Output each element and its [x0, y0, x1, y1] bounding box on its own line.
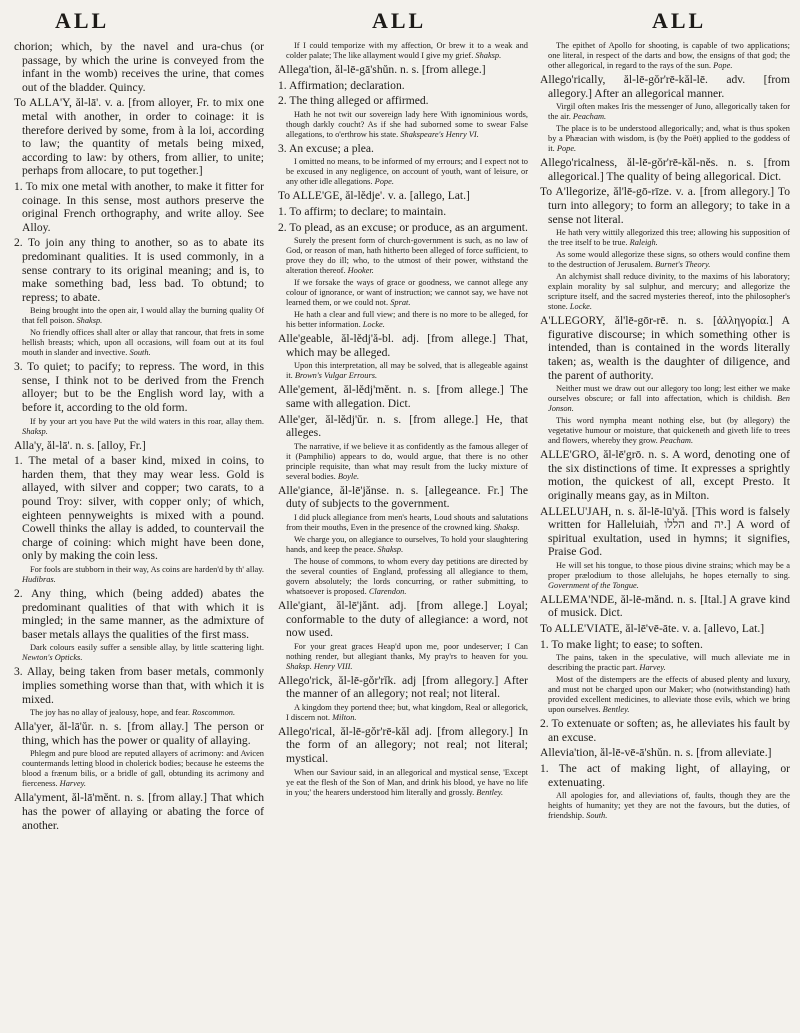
- quote-source: Shaksp.: [377, 544, 404, 554]
- dictionary-entry: 1. To affirm; to declare; to maintain.: [278, 204, 447, 218]
- quote-source: Pope.: [556, 144, 577, 154]
- citation-quote: [286, 310, 528, 330]
- quote-text: Virgil often makes Iris the messenger of Juno, allegorically taken for the air.: [548, 102, 790, 122]
- citation-quote: [22, 328, 264, 358]
- dictionary-entry: 3. To quiet; to pacify; to repress. The word, in this sense, I think not to be derived from the French alloyer; but to be the English word lay, with a before it, according to the old form.: [14, 360, 264, 415]
- quote-text: The place is to be understood allegorically; and, what is thus spoken by a Phæacian with wisdom, is (by the Poët) applied to the goddess of it.: [548, 124, 790, 154]
- dictionary-entry: 1. Affirmation; declaration.: [278, 78, 405, 92]
- quote-source: Ben Jonson.: [548, 394, 790, 414]
- quote-text: The house of commons, to whom every day petitions are directed by the several counties of England, professing all allegiance to them, govern absolutely; the lords concurring, or rather submitting, to whatsoever is proposed.: [286, 556, 528, 596]
- dictionary-entry: Allego'rical, ăl-lē-gŏr'rē-kăl adj. [from allegory.] In the form of an allegory; not real; not literal; mystical.: [278, 724, 528, 766]
- dictionary-entry: 1. The act of making light, of allaying, or extenuating.: [540, 762, 790, 789]
- dictionary-entry: Allega'tion, ăl-lē-gā'shŭn. n. s. [from allege.]: [278, 63, 486, 76]
- dictionary-entry: Alla'y, ăl-lā'. n. s. [alloy, Fr.]: [14, 438, 146, 452]
- dictionary-entry: Allevia'tion, ăl-lē-vē-ā'shŭn. n. s. [from alleviate.]: [540, 746, 772, 760]
- dictionary-entry: 1. The metal of a baser kind, mixed in coins, to harden them, that they may wear less. Gold is allayed, with silver and copper; two carats, to a pound Troy: silver, with copper only; of which, eighteen pennyweights is mixed with a pound. Cowell thinks the allay is added, to countervail the charge of coining: which might have been done, only by making the coin less.: [14, 454, 264, 563]
- dictionary-entry: Alle'ger, ăl-lĕdj'ŭr. n. s. [from allege.] He, that alleges.: [278, 412, 528, 440]
- dictionary-entry: To ALLE'GE, ăl-lĕdje'. v. a. [allego, Lat.]: [278, 189, 470, 203]
- citation-quote: [548, 272, 790, 312]
- quote-text: No friendly offices shall alter or allay that rancour, that frets in some hellish breasts; which, upon all occasions, will foam out at its foul mouth in slander and invective.: [22, 328, 264, 358]
- citation-quote: [286, 642, 528, 672]
- quote-text: We charge you, on allegiance to ourselves, To hold your slaughtering hands, and keep the peace.: [286, 534, 528, 554]
- quote-text: I omitted no means, to be informed of my errours; and I expect not to be excused in any negligence, on account of youth, want of leisure, or any other idle allegations.: [286, 157, 528, 187]
- quote-source: Boyle.: [337, 471, 360, 481]
- quote-source: Shaksp.: [76, 316, 103, 326]
- quote-source: Burnet's Theory.: [655, 260, 711, 270]
- citation-quote: [548, 102, 790, 122]
- quote-source: South.: [586, 811, 608, 821]
- dictionary-entry: 2. Any thing, which (being added) abates the predominant qualities of that with which it is mingled; in the same manner, as the admixture of baser metals allays the qualities of the first mass.: [14, 587, 264, 641]
- dictionary-entry: ALLE'GRO, ăl-lē'grō. n. s. A word, denoting one of the six distinctions of time. It expresses a sprightly motion, the quickest of all, except Presto. It originally means gay, as in Milton.: [540, 448, 790, 502]
- citation-quote: [22, 643, 264, 663]
- quote-source: Raleigh.: [629, 238, 658, 248]
- dictionary-entry: chorion; which, by the navel and ura-chus (or passage, by which the urine is conveyed from the infant in the womb) receives the urine, that comes out of the bladder. Quincy.: [14, 40, 264, 94]
- quote-text: If by your art you have Put the wild waters in this roar, allay them.: [30, 416, 264, 426]
- dictionary-entry: Alle'giant, ăl-lē'jănt. adj. [from allege.] Loyal; conformable to the duty of allegiance: a word, not now used.: [278, 598, 528, 640]
- quote-source: Peacham.: [659, 436, 694, 446]
- quote-text: An alchymist shall reduce divinity, to the maxims of his laboratory; explain morality by sal sulphur, and mercury; and allegorize the scripture itself, and the sacred mysteries thereof, into the philosopher's stone.: [548, 272, 790, 312]
- quote-text: Hath he not twit our sovereign lady here With ignominious words, though darkly coucht? As if she had suborned some to swear False allegations, to o'erthrow his state.: [286, 109, 528, 139]
- citation-quote: [286, 535, 528, 555]
- citation-quote: [548, 228, 790, 248]
- running-head-right: ALL: [652, 8, 707, 33]
- quote-text: Dark colours easily suffer a sensible allay, by little scattering light.: [30, 643, 264, 653]
- dictionary-entry: Allego'rick, ăl-lē-gŏr'rĭk. adj [from allegory.] After the manner of an allegory; not real; not literal.: [278, 673, 528, 701]
- quote-text: If I could temporize with my affection, Or brew it to a weak and colder palate; The like allayment would I give my grief.: [286, 41, 528, 60]
- citation-quote: [286, 41, 528, 61]
- citation-quote: [286, 110, 528, 140]
- citation-quote: [548, 791, 790, 821]
- citation-quote: [286, 703, 528, 723]
- quote-source: Harvey.: [59, 779, 86, 789]
- dictionary-entry: Alla'yer, ăl-lā'ŭr. n. s. [from allay.] The person or thing, which has the power or quality of allaying.: [14, 720, 264, 747]
- quote-source: Bentley.: [602, 705, 630, 715]
- citation-quote: [548, 561, 790, 591]
- quote-text: The epithet of Apollo for shooting, is capable of two applications; one literal, in respect of the darts and bow, the ensigns of that god; the other allegorical, in regard to the rays of the sun.: [548, 41, 790, 70]
- dictionary-entry: 2. To plead, as an excuse; or produce, as an argument.: [278, 220, 528, 234]
- quote-source: Shaksp. Henry VIII.: [286, 661, 353, 671]
- citation-quote: [286, 768, 528, 798]
- quote-text: I did pluck allegiance from men's hearts, Loud shouts and salutations from their mouths, Even in the presence of the crowned king.: [286, 512, 528, 532]
- quote-source: Sprat.: [390, 298, 411, 308]
- quote-source: Brown's Vulgar Errours.: [294, 371, 378, 381]
- quote-source: Newton's Opticks.: [22, 653, 83, 663]
- quote-text: He hath a clear and full view; and there is no more to be alleged, for his better information.: [286, 310, 528, 330]
- quote-source: Hudibras.: [22, 575, 56, 584]
- citation-quote: [548, 384, 790, 414]
- dictionary-entry: 3. An excuse; a plea.: [278, 141, 374, 155]
- citation-quote: [286, 236, 528, 276]
- quote-source: South.: [129, 348, 151, 358]
- quote-text: For your great graces Heap'd upon me, poor undeserver; I Can nothing render, but allegiant thanks, My pray'rs to heaven for you.: [286, 641, 528, 661]
- quote-source: Pope.: [374, 177, 394, 187]
- quote-text: If we forsake the ways of grace or goodness, we cannot allege any colour of ignorance, or want of instruction; we cannot say, we have not learned them, or we could not.: [286, 278, 528, 308]
- quote-source: Roscommon.: [192, 708, 236, 718]
- quote-text: When our Saviour said, in an allegorical and mystical sense, 'Except ye eat the flesh of the Son of Man, and drink his blood, ye have no life in you;' the hearers understood him literally and grossly.: [286, 767, 528, 797]
- quote-source: Clarendon.: [368, 586, 407, 596]
- quote-text: He will set his tongue, to those pious divine strains; which may be a proper prælodium to those allelujahs, he hopes eternally to sing.: [548, 560, 790, 580]
- dictionary-entry: Alle'gement, ăl-lĕdj'mĕnt. n. s. [from allege.] The same with allegation. Dict.: [278, 383, 528, 410]
- dictionary-entry: 2. To join any thing to another, so as to abate its predominant qualities. It is used commonly, in a sense contrary to its original meaning; and is, to make something bad, less bad. To obtund; to repress; to abate.: [14, 236, 264, 304]
- citation-quote: [548, 675, 790, 715]
- dictionary-entry: A'LLEGORY, ăl'lē-gōr-rē. n. s. [ἀλληγορία.] A figurative discourse; in which something other is intended, than is contained in the words literally taken; as, wealth is the daughter of diligence, and the parent of authority.: [540, 314, 790, 382]
- dictionary-entry: Alla'yment, ăl-lā'mĕnt. n. s. [from allay.] That which has the power of allaying or abating the force of another.: [14, 791, 264, 832]
- citation-quote: [548, 653, 790, 673]
- citation-quote: [548, 41, 790, 71]
- quote-text: This word nympha meant nothing else, but (by allegory) the vegetative humour or moisture, that quickeneth and giveth life to trees and flowers, whereby they grow.: [548, 416, 790, 446]
- quote-text: The joy has no allay of jealousy, hope, and fear.: [30, 708, 193, 718]
- quote-text: All apologies for, and alleviations of, faults, though they are the heights of humanity; yet they are not the favours, but the duties, of friendship.: [548, 791, 790, 821]
- quote-source: Shaksp.: [493, 522, 520, 532]
- quote-source: Locke.: [362, 320, 385, 330]
- citation-quote: [548, 416, 790, 446]
- quote-text: Phlegm and pure blood are reputed allayers of acrimony: and Avicen countermands letting blood in cholerick bodies; because he esteems the blood a frænum bilis, or a bridle of gall, obtunding its acrimony and fierceness.: [22, 749, 264, 789]
- quote-source: Shaksp.: [22, 426, 48, 436]
- quote-text: The narrative, if we believe it as confidently as the famous alleger of it (Pamphilio) appears to do, would argue, that there is no other principle requisite, than what may result from the lucky mixture of several bodies.: [286, 441, 528, 481]
- quote-text: Most of the distempers are the effects of abused plenty and luxury, and must not be charged upon our Maker; who (notwithstanding) hath provided excellent medicines, to alleviate those evils, which we bring upon ourselves.: [548, 675, 790, 715]
- dictionary-entry: To ALLE'VIATE, ăl-lē'vē-āte. v. a. [allevo, Lat.]: [540, 622, 765, 636]
- quote-text: Neither must we draw out our allegory too long; lest either we make ourselves obscure; or fall into affectation, which is childish.: [548, 384, 790, 404]
- quote-source: Hooker.: [347, 266, 374, 276]
- quote-text: Being brought into the open air, I would allay the burning quality Of that fell poison.: [22, 306, 264, 326]
- column-1: [14, 40, 264, 1025]
- citation-quote: [286, 442, 528, 482]
- citation-quote: [22, 306, 264, 326]
- citation-quote: [286, 557, 528, 597]
- quote-text: Surely the present form of church-government is such, as no law of God, or reason of man, hath hitherto been alleged of force sufficient, to prove they do ill; who, to the utmost of their power, withstand the alteration thereof.: [286, 236, 528, 276]
- dictionary-entry: 3. Allay, being taken from baser metals, commonly implies something worse than that, with which it is mixed.: [14, 665, 264, 706]
- quote-source: Government of the Tongue.: [548, 580, 639, 590]
- quote-text: A kingdom they portend thee; but, what kingdom, Real or allegorick, I discern not.: [286, 702, 528, 722]
- dictionary-entry: 2. The thing alleged or affirmed.: [278, 94, 429, 108]
- quote-source: Harvey.: [639, 663, 666, 673]
- citation-quote: [22, 749, 264, 789]
- quote-text: As some would allegorize these signs, so others would confine them to the destruction of Jerusalem.: [548, 250, 790, 270]
- citation-quote: [548, 124, 790, 154]
- citation-quote: [22, 565, 264, 585]
- quote-text: For fools are stubborn in their way, As coins are harden'd by th' allay.: [30, 565, 264, 574]
- dictionary-entry: 2. To extenuate or soften; as, he alleviates his fault by an excuse.: [540, 717, 790, 744]
- dictionary-entry: ALLELU'JAH, n. s. ăl-lē-lū'yă. [This word is falsely written for Halleluiah, הללו and יה.] A word of spiritual exultation, used in hymns; it signifies, Praise God.: [540, 504, 790, 559]
- column-2: [278, 40, 528, 1025]
- dictionary-entry: Alle'geable, ăl-lĕdj'ă-bl. adj. [from allege.] That, which may be alleged.: [278, 332, 528, 359]
- citation-quote: [286, 513, 528, 533]
- dictionary-entry: To A'llegorize, ăl'lē-gō-rīze. v. a. [from allegory.] To turn into allegory; to form an allegory; to take in a sense not literal.: [540, 185, 790, 226]
- dictionary-entry: Allego'ricalness, ăl-lē-gŏr'rē-kăl-nĕs. n. s. [from allegorical.] The quality of being allegorical. Dict.: [540, 156, 790, 183]
- citation-quote: [22, 708, 264, 718]
- dictionary-entry: ALLEMA'NDE, ăl-lē-mănd. n. s. [Ital.] A grave kind of musick. Dict.: [540, 592, 790, 620]
- quote-text: He hath very wittily allegorized this tree; allowing his supposition of the tree itself to be true.: [548, 228, 790, 248]
- citation-quote: [22, 417, 264, 437]
- citation-quote: [286, 157, 528, 187]
- running-head: [0, 4, 800, 38]
- citation-quote: [548, 250, 790, 270]
- quote-source: Locke.: [569, 302, 592, 312]
- quote-source: Shaksp.: [475, 51, 502, 60]
- dictionary-entry: 1. To make light; to ease; to soften.: [540, 637, 703, 651]
- dictionary-entry: Allego'rically, ăl-lē-gŏr'rē-kăl-lē. adv. [from allegory.] After an allegorical manner.: [540, 73, 790, 100]
- dictionary-entry: To ALLA'Y, ăl-lā'. v. a. [from alloyer, Fr. to mix one metal with another, in order to coinage: it is therefore derived by some, from à la loi, according to law; the quantity of metals being mixed, according to law: by others, from allier, to unite; perhaps from allocare, to put together.]: [14, 96, 264, 178]
- quote-source: Milton.: [332, 712, 357, 722]
- quote-source: Pope.: [713, 61, 733, 70]
- dictionary-entry: Alle'giance, ăl-lē'jănse. n. s. [allegeance. Fr.] The duty of subjects to the government.: [278, 483, 528, 511]
- running-head-left: ALL: [55, 8, 110, 33]
- quote-text: The pains, taken in the speculative, will much alleviate me in describing the practic part.: [548, 653, 790, 673]
- citation-quote: [286, 361, 528, 381]
- running-head-center: ALL: [372, 8, 427, 33]
- quote-text: Upon this interpretation, all may be solved, that is allegeable against it.: [286, 361, 528, 381]
- citation-quote: [286, 278, 528, 308]
- quote-source: Shakspeare's Henry VI.: [400, 129, 479, 139]
- quote-source: Bentley.: [476, 787, 504, 797]
- dictionary-entry: 1. To mix one metal with another, to make it fitter for coinage. In this sense, most authors preserve the original French orthography, and write alloy. See Alloy.: [14, 179, 264, 234]
- quote-source: Peacham.: [572, 112, 607, 122]
- column-3: [540, 40, 790, 1025]
